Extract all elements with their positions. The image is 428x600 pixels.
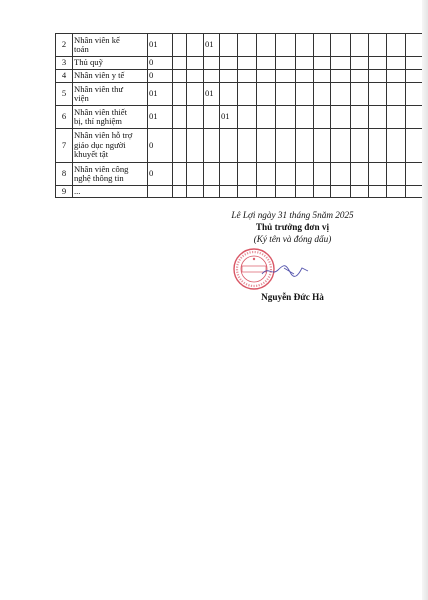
- count-cell: [257, 57, 276, 70]
- count-cell: [173, 83, 187, 106]
- stamp-area: [200, 246, 385, 292]
- count-cell: [296, 83, 314, 106]
- position-name-line: nghệ thông tin: [74, 173, 124, 183]
- count-cell: 01: [148, 83, 173, 106]
- count-cell: [220, 163, 238, 186]
- count-cell: [314, 163, 331, 186]
- count-cell: [406, 186, 423, 198]
- stamp-and-signature-icon: [232, 246, 322, 292]
- position-name-line: Nhân viên hỗ trợ: [74, 130, 133, 141]
- staff-position-name: [73, 70, 148, 83]
- count-cell: [387, 106, 406, 129]
- count-cell: [187, 163, 204, 186]
- row-number: 7: [56, 129, 73, 163]
- count-cell: [257, 34, 276, 57]
- staff-position-name: [73, 83, 148, 106]
- count-cell: [331, 83, 351, 106]
- count-cell: [331, 129, 351, 163]
- position-name-line: Nhân viên y tế: [74, 70, 125, 81]
- count-cell: [314, 34, 331, 57]
- count-cell: [187, 83, 204, 106]
- count-cell: [204, 163, 220, 186]
- position-name-line: Thủ quỹ: [74, 57, 103, 68]
- staff-position-name: [73, 186, 148, 198]
- count-cell: 0: [148, 57, 173, 70]
- count-cell: [314, 186, 331, 198]
- count-cell: [187, 186, 204, 198]
- row-number: 9: [56, 186, 73, 198]
- count-cell: [257, 163, 276, 186]
- count-cell: [296, 129, 314, 163]
- count-cell: [276, 163, 296, 186]
- count-cell: [276, 186, 296, 198]
- count-cell: [148, 186, 173, 198]
- table-row: [56, 163, 423, 186]
- count-cell: [204, 70, 220, 83]
- count-cell: [257, 186, 276, 198]
- sign-note: (Ký tên và đóng dấu): [253, 234, 332, 244]
- count-cell: [187, 57, 204, 70]
- count-cell: [369, 57, 387, 70]
- count-cell: [276, 106, 296, 129]
- count-cell: [173, 106, 187, 129]
- count-cell: [173, 186, 187, 198]
- count-cell: [296, 186, 314, 198]
- staff-position-name: [73, 34, 148, 57]
- count-cell: [369, 186, 387, 198]
- row-number: 8: [56, 163, 73, 186]
- count-cell: [276, 34, 296, 57]
- count-cell: [406, 34, 423, 57]
- count-cell: [187, 129, 204, 163]
- count-cell: [406, 83, 423, 106]
- count-cell: [187, 106, 204, 129]
- count-cell: [331, 106, 351, 129]
- table-row: [56, 34, 423, 57]
- count-cell: [238, 83, 257, 106]
- count-cell: [369, 163, 387, 186]
- row-number: 6: [56, 106, 73, 129]
- table-row: [56, 129, 423, 163]
- count-cell: [351, 70, 369, 83]
- count-cell: [331, 34, 351, 57]
- count-cell: [331, 57, 351, 70]
- count-cell: [276, 70, 296, 83]
- count-cell: [406, 70, 423, 83]
- row-number: 4: [56, 70, 73, 83]
- position-name-line: Nhân viên thiết: [74, 106, 127, 117]
- table-row: [56, 57, 423, 70]
- count-cell: 0: [148, 129, 173, 163]
- count-cell: [296, 70, 314, 83]
- position-name-line: khuyết tật: [74, 149, 109, 160]
- count-cell: [406, 57, 423, 70]
- count-cell: [296, 34, 314, 57]
- count-cell: [204, 106, 220, 129]
- count-cell: [369, 70, 387, 83]
- count-cell: [173, 34, 187, 57]
- count-cell: [276, 57, 296, 70]
- position-name-line: bị, thí nghiệm: [74, 116, 122, 126]
- count-cell: [351, 57, 369, 70]
- count-cell: [187, 70, 204, 83]
- count-cell: [406, 129, 423, 163]
- count-cell: [238, 129, 257, 163]
- count-cell: [257, 129, 276, 163]
- table-row: [56, 186, 423, 198]
- count-cell: [257, 106, 276, 129]
- official-stamp-icon: [234, 249, 274, 289]
- count-cell: [220, 70, 238, 83]
- row-number: 2: [56, 34, 73, 57]
- count-cell: [238, 163, 257, 186]
- count-cell: [387, 186, 406, 198]
- count-cell: [220, 186, 238, 198]
- count-cell: [369, 106, 387, 129]
- table-row: [56, 106, 423, 129]
- count-cell: 0: [148, 163, 173, 186]
- staff-table: [55, 33, 423, 198]
- position-name-line: Nhân viên kế: [74, 34, 120, 45]
- position-name-line: viện: [74, 93, 89, 103]
- count-cell: [220, 57, 238, 70]
- count-cell: [406, 163, 423, 186]
- count-cell: [173, 57, 187, 70]
- count-cell: [238, 70, 257, 83]
- position-name-line: ...: [74, 185, 81, 196]
- count-cell: [387, 83, 406, 106]
- count-cell: [387, 129, 406, 163]
- row-number: 5: [56, 83, 73, 106]
- count-cell: [276, 129, 296, 163]
- count-cell: [296, 163, 314, 186]
- count-cell: [173, 129, 187, 163]
- count-cell: [369, 34, 387, 57]
- table-row: [56, 70, 423, 83]
- count-cell: [331, 70, 351, 83]
- signer-role: Thủ trưởng đơn vị: [255, 222, 330, 232]
- count-cell: [204, 57, 220, 70]
- count-cell: [296, 106, 314, 129]
- count-cell: [276, 83, 296, 106]
- count-cell: [351, 163, 369, 186]
- count-cell: [314, 57, 331, 70]
- count-cell: [406, 106, 423, 129]
- staff-position-name: [73, 106, 148, 129]
- count-cell: [238, 34, 257, 57]
- count-cell: 01: [148, 34, 173, 57]
- count-cell: [331, 186, 351, 198]
- count-cell: 01: [204, 34, 220, 57]
- count-cell: [238, 186, 257, 198]
- count-cell: [238, 106, 257, 129]
- staff-position-name: [73, 57, 148, 70]
- count-cell: [387, 34, 406, 57]
- count-cell: [220, 129, 238, 163]
- signature-block: [200, 210, 385, 302]
- count-cell: [220, 34, 238, 57]
- count-cell: [331, 163, 351, 186]
- position-name-line: Nhân viên thư: [74, 83, 124, 94]
- count-cell: [220, 83, 238, 106]
- count-cell: [387, 163, 406, 186]
- count-cell: [369, 83, 387, 106]
- count-cell: [314, 129, 331, 163]
- count-cell: 0: [148, 70, 173, 83]
- count-cell: 01: [148, 106, 173, 129]
- count-cell: [369, 129, 387, 163]
- count-cell: 01: [204, 83, 220, 106]
- count-cell: [257, 83, 276, 106]
- count-cell: [314, 83, 331, 106]
- count-cell: [257, 70, 276, 83]
- count-cell: [204, 129, 220, 163]
- count-cell: [187, 34, 204, 57]
- count-cell: [204, 186, 220, 198]
- count-cell: [238, 57, 257, 70]
- count-cell: [351, 129, 369, 163]
- count-cell: [314, 106, 331, 129]
- signer-name: Nguyễn Đức Hà: [261, 292, 324, 302]
- date-line: Lê Lợi ngày 31 tháng 5năm 2025: [231, 210, 354, 220]
- table-row: [56, 83, 423, 106]
- page-edge: [422, 0, 428, 600]
- staff-position-name: [73, 129, 148, 163]
- count-cell: [351, 34, 369, 57]
- position-name-line: toán: [74, 44, 89, 54]
- row-number: 3: [56, 57, 73, 70]
- count-cell: 01: [220, 106, 238, 129]
- count-cell: [351, 83, 369, 106]
- count-cell: [387, 70, 406, 83]
- staff-table-body: [56, 34, 423, 198]
- count-cell: [173, 70, 187, 83]
- count-cell: [387, 57, 406, 70]
- position-name-line: giáo dục người: [74, 139, 126, 150]
- position-name-line: Nhân viên công: [74, 163, 129, 174]
- count-cell: [351, 106, 369, 129]
- staff-position-name: [73, 163, 148, 186]
- count-cell: [314, 70, 331, 83]
- count-cell: [296, 57, 314, 70]
- count-cell: [173, 163, 187, 186]
- count-cell: [351, 186, 369, 198]
